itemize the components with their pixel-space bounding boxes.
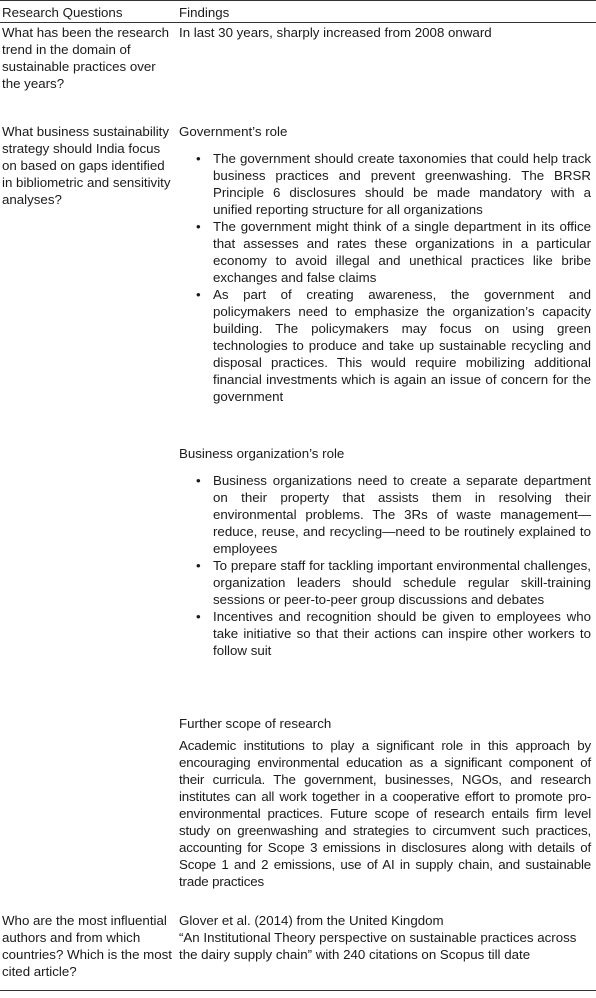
further-scope-heading: Further scope of research — [179, 716, 332, 731]
governments-role-list — [179, 150, 591, 405]
row1-finding: In last 30 years, sharply increased from 2008 onward — [179, 25, 492, 40]
list-item: • The government should create taxonomies that could help track business practices and prevent greenwashing. The BRSR Principle 6 disclosures should be made mandatory with a unified reporting structure for all organizations — [196, 151, 591, 217]
bullet-glyph: • — [196, 609, 201, 624]
governments-role-heading: Government’s role — [179, 124, 288, 139]
bullet-glyph: • — [196, 219, 201, 234]
row1-question: What has been the research trend in the domain of sustainable practices over the years? — [2, 25, 170, 91]
list-item: • The government might think of a single department in its office that assesses and rates these organizations in a particular economy to avoid illegal and unethical practices like bribe exchanges and false claims — [196, 219, 591, 285]
row3-question: Who are the most influential authors and from which countries? Which is the most cited article? — [2, 913, 172, 979]
list-item: • Business organizations need to create a separate department on their property that assists them in resolving their environmental problems. The 3Rs of waste management—reduce, reuse, and recycling—need to be routinely explained to employees — [196, 473, 591, 556]
header-rule — [0, 22, 596, 23]
business-role-list — [179, 472, 591, 659]
list-item: • As part of creating awareness, the government and policymakers need to emphasize the organization’s capacity building. The policymakers may focus on using green technologies to produce and take up sustainable recycling and disposal practices. This would require mobilizing additional financial investments which is again an issue of concern for the government — [196, 287, 591, 404]
business-role-heading: Business organization’s role — [179, 446, 345, 461]
bullet-glyph: • — [196, 473, 201, 488]
bullet-glyph: • — [196, 558, 201, 573]
row2-question: What business sustainability strategy should India focus on based on gaps identified in bibliometric and sensitivity analyses? — [2, 124, 171, 207]
bullet-glyph: • — [196, 151, 201, 166]
list-item: • Incentives and recognition should be given to employees who take initiative so that their actions can inspire other workers to follow suit — [196, 609, 591, 658]
table-bottom-rule — [0, 990, 596, 991]
header-research-questions: Research Questions — [2, 5, 123, 20]
row3-authors-line: Glover et al. (2014) from the United Kingdom — [179, 913, 444, 928]
bullet-glyph: • — [196, 287, 201, 302]
further-scope-paragraph: Academic institutions to play a significant role in this approach by encouraging environmental education as a significant component of their curricula. The government, businesses, NGOs, and research institutes can all work together in a cooperative effort to promote pro-environmental practices. Future scope of research entails firm level study on greenwashing and strategies to circumvent such practices, accounting for Scope 3 emissions in disclosures along with details of Scope 1 and 2 emissions, use of AI in supply chain, and sustainable trade practices — [179, 738, 591, 889]
table-top-rule — [0, 0, 596, 1]
row3-most-cited-article: “An Institutional Theory perspective on sustainable practices across the dairy supply chain” with 240 citations on Scopus till date — [179, 930, 577, 962]
list-item: • To prepare staff for tackling important environmental challenges, organization leaders should schedule regular skill-training sessions or peer-to-peer group discussions and debates — [196, 558, 591, 607]
header-findings: Findings — [179, 5, 230, 20]
